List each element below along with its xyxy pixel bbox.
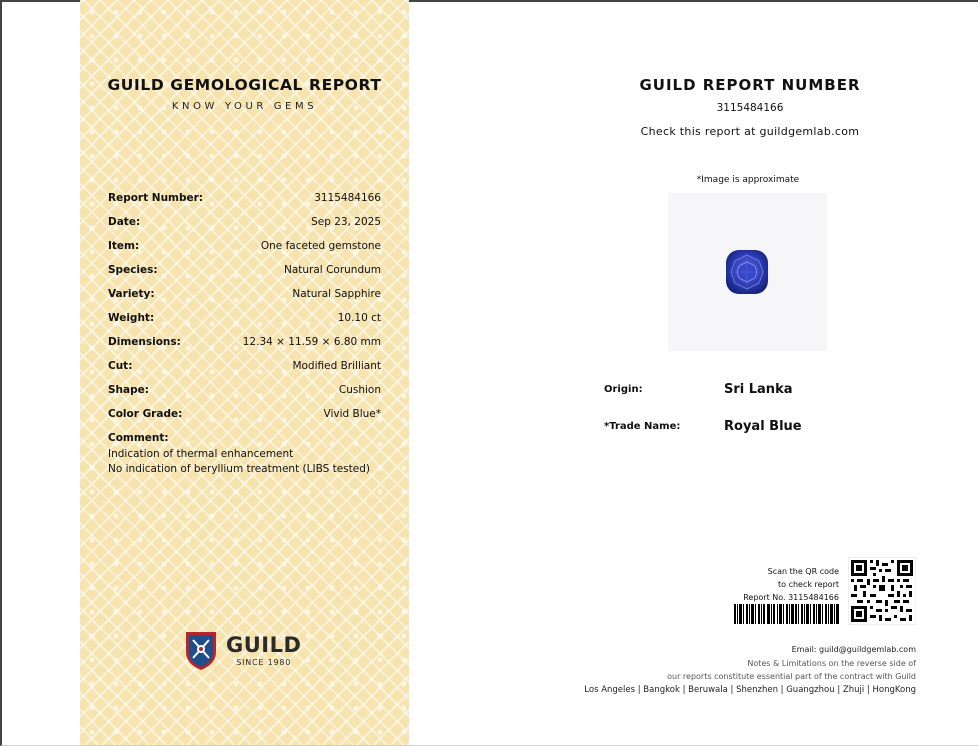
- origin-row: [604, 382, 793, 397]
- field-variety: Variety: Natural Sapphire: [108, 288, 381, 300]
- field-species: Species: Natural Corundum: [108, 264, 381, 276]
- comment-line: Indication of thermal enhancement: [108, 448, 294, 460]
- comment-block: [108, 431, 398, 477]
- image-note: *Image is approximate: [696, 175, 800, 185]
- field-dimensions: Dimensions: 12.34 × 11.59 × 6.80 mm: [108, 336, 381, 348]
- report-fields: [108, 189, 381, 429]
- footer-notes: our reports constitute essential part of the contract with Guild: [667, 672, 916, 681]
- field-report-number: Report Number: 3115484166: [108, 192, 381, 204]
- footer-email[interactable]: Email: guild@guildgemlab.com: [791, 645, 916, 654]
- origin-value: Sri Lanka: [724, 382, 793, 397]
- trade-name-value: Royal Blue: [724, 419, 802, 434]
- footer-notes: Notes & Limitations on the reverse side of: [747, 658, 916, 668]
- field-shape: Shape: Cushion: [108, 384, 381, 396]
- sapphire-gem-icon: [725, 249, 769, 295]
- left-panel: [80, 0, 409, 745]
- scan-instructions: Scan the QR code to check report Report No. 3115484166: [743, 567, 839, 602]
- gem-image: [668, 193, 827, 351]
- logo-since: SINCE 1980: [236, 657, 292, 667]
- guild-shield-icon: [184, 628, 218, 672]
- report-tagline: KNOW YOUR GEMS: [171, 101, 318, 112]
- footer: [584, 643, 916, 697]
- trade-name-row: [604, 419, 802, 434]
- field-item: Item: One faceted gemstone: [108, 240, 381, 252]
- report-title: GUILD GEMOLOGICAL REPORT: [107, 76, 382, 94]
- qr-code-icon[interactable]: [848, 557, 916, 625]
- footer-cities: Los Angeles | Bangkok | Beruwala | Shenzhen | Guangzhou | Zhuji | HongKong: [584, 684, 916, 695]
- guild-logo: [184, 628, 301, 672]
- logo-wordmark: GUILD: [226, 632, 302, 657]
- comment-line: No indication of beryllium treatment (LIBS tested): [108, 463, 370, 475]
- field-date: Date: Sep 23, 2025: [108, 216, 381, 228]
- check-report-link[interactable]: Check this report at guildgemlab.com: [640, 125, 860, 138]
- barcode-icon: [734, 604, 839, 624]
- report-number-title: GUILD REPORT NUMBER: [639, 76, 861, 94]
- report-number: 3115484166: [716, 102, 784, 114]
- origin-label: Origin:: [604, 384, 643, 395]
- field-color-grade: Color Grade: Vivid Blue*: [108, 408, 381, 420]
- trade-name-label: *Trade Name:: [604, 421, 681, 432]
- comment-label: Comment:: [108, 432, 169, 444]
- field-cut: Cut: Modified Brilliant: [108, 360, 381, 372]
- field-weight: Weight: 10.10 ct: [108, 312, 381, 324]
